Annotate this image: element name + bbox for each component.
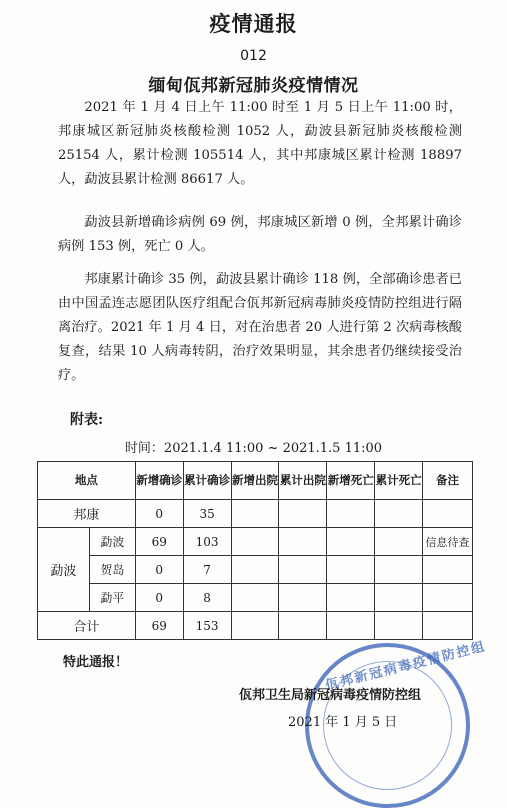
signature-organization: 佤邦卫生局新冠病毒疫情防控组 [239, 688, 422, 703]
table-row-mengbo [38, 528, 473, 556]
cell-new-confirmed: 0 [135, 500, 183, 528]
cell-total-discharged [279, 612, 327, 640]
cell-total-discharged [279, 556, 327, 584]
document-number: 012 [240, 48, 267, 64]
header-total-deaths: 累计死亡 [375, 462, 423, 500]
header-notes: 备注 [423, 462, 473, 500]
paragraph-new-cases: 勐波县新增确诊病例 69 例，邦康城区新增 0 例，全邦累计确诊病例 153 例，死亡 0 人。 [58, 215, 462, 254]
cell-new-discharged [231, 584, 279, 612]
header-new-confirmed: 新增确诊 [135, 462, 183, 500]
appendix-time-range: 时间：2021.1.4 11:00 ~ 2021.1.5 11:00 [124, 441, 383, 456]
cell-total-deaths [375, 500, 423, 528]
cell-new-deaths [327, 612, 375, 640]
header-new-deaths: 新增死亡 [327, 462, 375, 500]
cell-total-deaths [375, 584, 423, 612]
document-title: 疫情通报 [209, 12, 298, 36]
location-mengbo-group: 勐波 [38, 528, 90, 612]
header-location: 地点 [38, 462, 136, 500]
cell-new-deaths [327, 500, 375, 528]
cell-notes [423, 584, 473, 612]
cell-new-discharged [231, 500, 279, 528]
cell-total-discharged [279, 500, 327, 528]
cell-total-deaths [375, 556, 423, 584]
header-total-discharged: 累计出院 [279, 462, 327, 500]
cell-total-discharged [279, 584, 327, 612]
document-subtitle: 缅甸佤邦新冠肺炎疫情情况 [148, 76, 359, 96]
cell-new-deaths [327, 556, 375, 584]
location-hedao: 贺岛 [89, 556, 135, 584]
cell-new-discharged [231, 556, 279, 584]
cell-new-deaths [327, 528, 375, 556]
cell-total-discharged [279, 528, 327, 556]
location-total: 合计 [38, 612, 136, 640]
location-mengping: 勐平 [89, 584, 135, 612]
cell-total-confirmed: 153 [183, 612, 231, 640]
location-mengbo: 勐波 [89, 528, 135, 556]
paragraph-testing: 2021 年 1 月 4 日上午 11:00 时至 1 月 5 日上午 11:00 时，邦康城区新冠肺炎核酸检测 1052 人，勐波县新冠肺炎核酸检测 25154 人，累计检测 105514 人，其中邦康城区累计检测 18897 人，勐波县累计检测 86617 人。 [58, 100, 462, 187]
header-new-discharged: 新增出院 [231, 462, 279, 500]
cell-new-deaths [327, 584, 375, 612]
cell-notes: 信息待查 [423, 528, 473, 556]
table-header-row [38, 462, 473, 500]
cell-new-confirmed: 0 [135, 584, 183, 612]
cell-total-deaths [375, 528, 423, 556]
table-row-bangkang [38, 500, 473, 528]
cell-new-confirmed: 0 [135, 556, 183, 584]
table-row-hedao [38, 556, 473, 584]
signature-date: 2021 年 1 月 5 日 [288, 715, 398, 730]
cell-total-confirmed: 7 [183, 556, 231, 584]
cell-total-confirmed: 103 [183, 528, 231, 556]
header-total-confirmed: 累计确诊 [183, 462, 231, 500]
cell-total-confirmed: 35 [183, 500, 231, 528]
cell-total-confirmed: 8 [183, 584, 231, 612]
cell-total-deaths [375, 612, 423, 640]
case-table [37, 461, 473, 640]
cell-new-discharged [231, 528, 279, 556]
cell-new-confirmed: 69 [135, 612, 183, 640]
cell-new-discharged [231, 612, 279, 640]
table-row-mengping [38, 584, 473, 612]
paragraph-treatment: 邦康累计确诊 35 例，勐波县累计确诊 118 例，全部确诊患者已由中国孟连志愿团队医疗组配合佤邦新冠病毒肺炎疫情防控组进行隔离治疗。2021 年 1 月 4 日，对在治患者 20 人进行第 2 次病毒核酸复查，结果 10 人病毒转阴，治疗效果明显，其余患者仍继续接受治疗。 [58, 272, 462, 383]
cell-notes [423, 500, 473, 528]
cell-notes [423, 612, 473, 640]
appendix-label: 附表: [70, 412, 104, 428]
official-seal-text: 佤邦新冠病毒疫情防控组 [324, 639, 488, 694]
closing-statement: 特此通报！ [63, 655, 129, 670]
cell-notes [423, 556, 473, 584]
cell-new-confirmed: 69 [135, 528, 183, 556]
location-bangkang: 邦康 [38, 500, 136, 528]
table-row-total [38, 612, 473, 640]
